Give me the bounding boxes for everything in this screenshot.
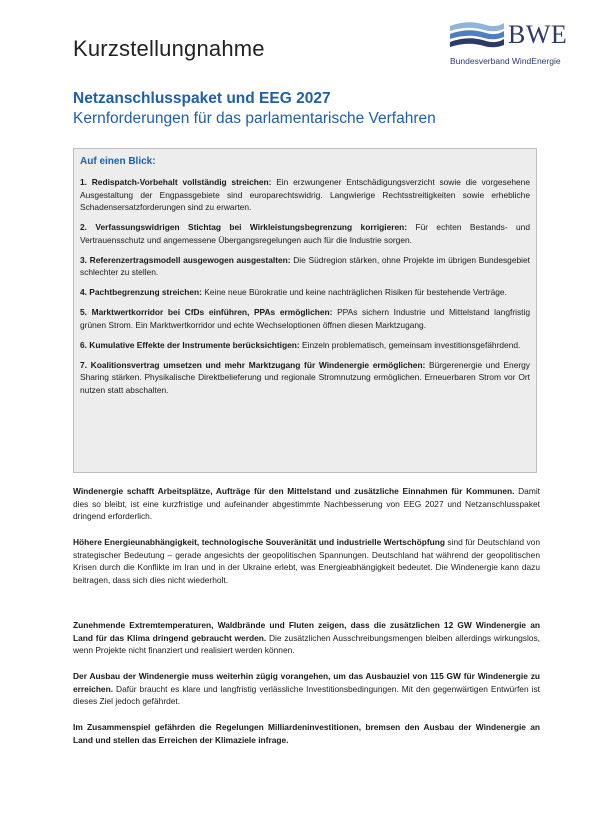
summary-point [80,286,530,299]
summary-point-lead: 6. Kumulative Effekte der Instrumente berücksichtigen: [80,339,300,350]
summary-point-lead: 7. Koalitionsvertrag umsetzen und mehr Marktzugang für Windenergie ermöglichen: [80,359,426,370]
summary-point-text: Bürgerenergie und Energy Sharing stärken. Physikalische Direktbelieferung und regionale Stromnutzung ermöglichen. Erneuerbaren Strom vor Ort nutzen statt abschalten. [80,359,530,395]
summary-point [80,359,530,397]
summary-point-lead: 4. Pachtbegrenzung streichen: [80,287,202,297]
summary-box [73,148,537,473]
paragraph-lead: Windenergie schafft Arbeitsplätze, Aufträge für den Mittelstand und zusätzliche Einnahmen für Kommunen. [73,486,515,496]
summary-point-text: Ein erzwungener Entschädigungsverzicht sowie die vorgesehene Ausgestaltung der Engpassgebiete sind europarechtswidrig. Langwierige Rechtsstreitigkeiten sowie erhebliche Schadensersatzforderungen sind zu erwarten. [80,177,530,212]
body-paragraph [73,721,540,746]
summary-point-text: PPAs sichern Industrie und Mittelstand langfristig grünen Strom. Ein Marktwertkorridor und echte Wechseloptionen öffnen diesen Marktzugang. [80,307,530,330]
page-title: Netzanschlusspaket und EEG 2027 [73,90,331,107]
paragraph-lead: Im Zusammenspiel gefährden die Regelungen Milliardeninvestitionen, bremsen den Ausbau der Windenergie an Land und stellen das Erreichen der Klimaziele infrage. [73,722,540,745]
summary-heading: Auf einen Blick: [80,156,156,167]
logo-subline: Bundesverband WindEnergie [450,56,561,66]
summary-point-text: Die Südregion stärken, ohne Projekte im übrigen Bundesgebiet schlechter zu stellen. [80,254,530,277]
logo-wordmark: BWE [508,20,568,49]
summary-point-lead: 1. Redispatch-Vorbehalt vollständig streichen: [80,177,272,187]
bwe-logo [448,18,578,78]
paragraph-text: Dafür braucht es klare und langfristig verlässliche Investitionsbedingungen. Mit den gegenwärtigen Entwürfen ist dieses Ziel jedoch gefährdet. [73,683,540,706]
paragraph-lead: Der Ausbau der Windenergie muss weiterhin zügig vorangehen, um das Ausbauziel von 115 GW für Windenergie zu erreichen. [73,671,540,694]
summary-point-text: Keine neue Bürokratie und keine nachträglichen Risiken für bestehende Verträge. [201,287,507,297]
summary-point [80,176,530,214]
paragraph-lead: Zunehmende Extremtemperaturen, Waldbrände und Fluten zeigen, dass die zusätzlichen 12 GW Windenergie an Land für das Klima dringend gebraucht werden. [73,620,540,643]
body-paragraph [73,485,540,523]
summary-point [80,221,530,246]
summary-point-lead: 5. Marktwertkorridor bei CfDs einführen, PPAs ermöglichen: [80,307,333,317]
summary-point [80,254,530,279]
body-paragraph [73,670,540,708]
summary-point-text: Für echten Bestands- und Vertrauensschutz und angemessene Übergangsregelungen auch für die Industrie sorgen. [80,222,530,245]
summary-point-text: Einzeln problematisch, gemeinsam investitionsgefährdend. [299,339,521,350]
summary-point [80,306,530,331]
summary-point [80,339,530,352]
page-subtitle: Kernforderungen für das parlamentarische Verfahren [73,110,436,127]
summary-point-lead: 3. Referenzertragsmodell ausgewogen ausgestalten: [80,254,291,265]
paragraph-lead: Höhere Energieunabhängigkeit, technologische Souveränität und industrielle Wertschöpfung [73,537,445,547]
paragraph-text: Die zusätzlichen Ausschreibungsmengen bleiben allerdings wirkungslos, wenn Projekte nicht finanziert und realisiert werden können. [73,632,540,655]
summary-point-lead: 2. Verfassungswidrigen Stichtag bei Wirkleistungsbegrenzung korrigieren: [80,222,408,232]
paragraph-text: sind für Deutschland von strategischer Bedeutung – gerade angesichts der geopolitischen Spannungen. Deutschland hat während der geopolitischen Krisen durch die Konflikte im Iran und in der Ukraine erlebt, was Energieabhängigkeit bedeutet. Die Windenergie kann dazu beitragen, dass sich dies nicht wiederholt. [73,537,540,585]
bwe-wind-waves-icon [448,20,506,54]
body-paragraph [73,619,540,657]
body-paragraph [73,536,540,586]
paragraph-text: Damit dies so bleibt, ist eine kurzfristige und aufeinander abgestimmte Nachbesserung von EEG 2027 und Netzanschlusspaket dringend erforderlich. [73,486,541,521]
document-type-heading: Kurzstellungnahme [73,36,265,61]
